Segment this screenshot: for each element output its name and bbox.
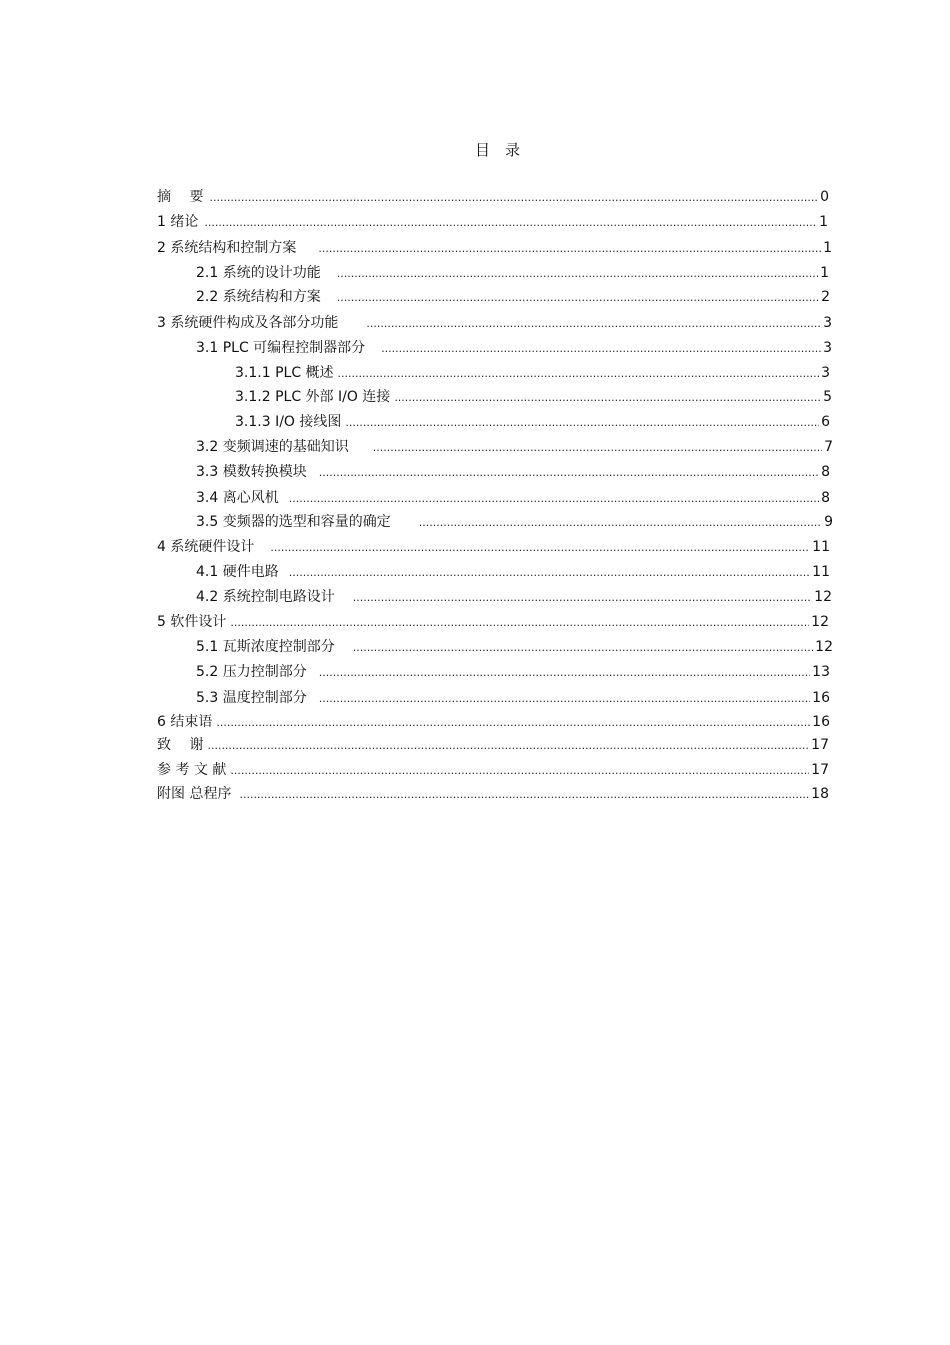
toc-entry-label: 3.5 变频器的选型和容量的确定 [196,514,391,530]
toc-entry-label: 3.1.2 PLC 外部 I/O 连接 [235,389,391,405]
toc-entry-page-number: 3 [821,365,830,381]
toc-entry [235,363,830,383]
toc-entry [196,488,830,508]
toc-entry-label: 4.1 硬件电路 [196,564,279,580]
toc-entry [196,512,833,532]
toc-entry [157,712,830,732]
toc-entry [235,387,832,407]
dot-leader [353,638,813,658]
toc-entry-label: 参 考 文 献 [157,762,227,778]
toc-entry-label: 4.2 系统控制电路设计 [196,589,335,605]
toc-entry-page-number: 0 [820,189,829,205]
toc-entry [157,735,829,755]
dot-leader [353,588,812,608]
dot-leader [419,513,822,533]
toc-entry [196,587,832,607]
toc-entry-page-number: 9 [824,514,833,530]
dot-leader [270,538,810,558]
dot-leader [239,785,809,805]
toc-entry-page-number: 11 [812,564,830,580]
dot-leader [319,663,810,683]
dot-leader [319,689,810,709]
toc-entry-page-number: 3 [823,315,832,331]
toc-entry [196,263,829,283]
toc-entry-label: 3.4 离心风机 [196,490,279,506]
toc-entry [196,437,833,457]
toc-entry-label: 4 系统硬件设计 [157,539,255,555]
toc-entry-label: 3.1.3 I/O 接线图 [235,414,342,430]
toc-entry-page-number: 8 [821,464,830,480]
toc-entry [196,637,833,657]
dot-leader [289,489,819,509]
toc-entry-label: 致 谢 [157,737,204,753]
dot-leader [337,288,819,308]
toc-entry-label: 5.3 温度控制部分 [196,690,307,706]
toc-entry [196,688,830,708]
toc-entry-page-number: 1 [823,240,832,256]
toc-entry [196,662,830,682]
toc-entry-label: 3.2 变频调速的基础知识 [196,439,349,455]
dot-leader [394,388,821,408]
dot-leader [337,264,818,284]
toc-entry [157,612,829,632]
dot-leader [230,613,809,633]
toc-entry-page-number: 12 [811,614,829,630]
toc-entry [157,212,828,232]
dot-leader [338,364,820,384]
toc-entry-label: 2 系统结构和控制方案 [157,240,297,256]
toc-entry-label: 1 绪论 [157,214,199,230]
dot-leader [209,188,818,208]
toc-entry-label: 3.1 PLC 可编程控制器部分 [196,340,366,356]
dot-leader [373,438,822,458]
toc-entry-page-number: 2 [821,289,830,305]
toc-entry-label: 3 系统硬件构成及各部分功能 [157,315,339,331]
toc-entry-page-number: 5 [823,389,832,405]
toc-entry [196,562,830,582]
toc-entry-label: 5.1 瓦斯浓度控制部分 [196,639,335,655]
toc-entry [196,287,830,307]
toc-entry-page-number: 17 [811,737,829,753]
dot-leader [207,736,809,756]
toc-entry [157,784,829,804]
toc-entry-page-number: 6 [821,414,830,430]
toc-entry [157,238,832,258]
toc-entry-label: 5 软件设计 [157,614,227,630]
toc-entry-label: 摘 要 [157,189,204,205]
toc-entry-page-number: 12 [814,589,832,605]
toc-entry-label: 2.2 系统结构和方案 [196,289,321,305]
toc-entry-label: 5.2 压力控制部分 [196,664,307,680]
dot-leader [366,314,821,334]
dot-leader [204,213,817,233]
toc-entry [196,462,830,482]
toc-entry-page-number: 18 [811,786,829,802]
toc-entry-label: 6 结束语 [157,714,213,730]
dot-leader [289,563,810,583]
toc-entry-page-number: 1 [819,214,828,230]
dot-leader [319,463,819,483]
dot-leader [381,339,821,359]
toc-entry [196,338,832,358]
toc-title: 目 录 [474,141,520,159]
dot-leader [216,713,810,733]
toc-entry-label: 3.1.1 PLC 概述 [235,365,334,381]
toc-entry-page-number: 11 [812,539,830,555]
toc-entry-page-number: 16 [812,690,830,706]
toc-entry [157,187,829,207]
toc-entry-page-number: 17 [811,762,829,778]
toc-entry [157,313,832,333]
toc-entry [157,537,830,557]
toc-entry-label: 2.1 系统的设计功能 [196,265,321,281]
toc-entry-page-number: 7 [824,439,833,455]
toc-entry-page-number: 12 [815,639,833,655]
toc-entry-page-number: 13 [812,664,830,680]
toc-entry [157,760,829,780]
dot-leader [345,413,819,433]
toc-entry-page-number: 1 [820,265,829,281]
toc-entry-page-number: 16 [812,714,830,730]
toc-entry [235,412,830,432]
dot-leader [318,239,821,259]
toc-entry-label: 附图 总程序 [157,786,232,802]
toc-entry-page-number: 3 [823,340,832,356]
toc-entry-label: 3.3 模数转换模块 [196,464,307,480]
toc-entry-page-number: 8 [821,490,830,506]
dot-leader [230,761,809,781]
